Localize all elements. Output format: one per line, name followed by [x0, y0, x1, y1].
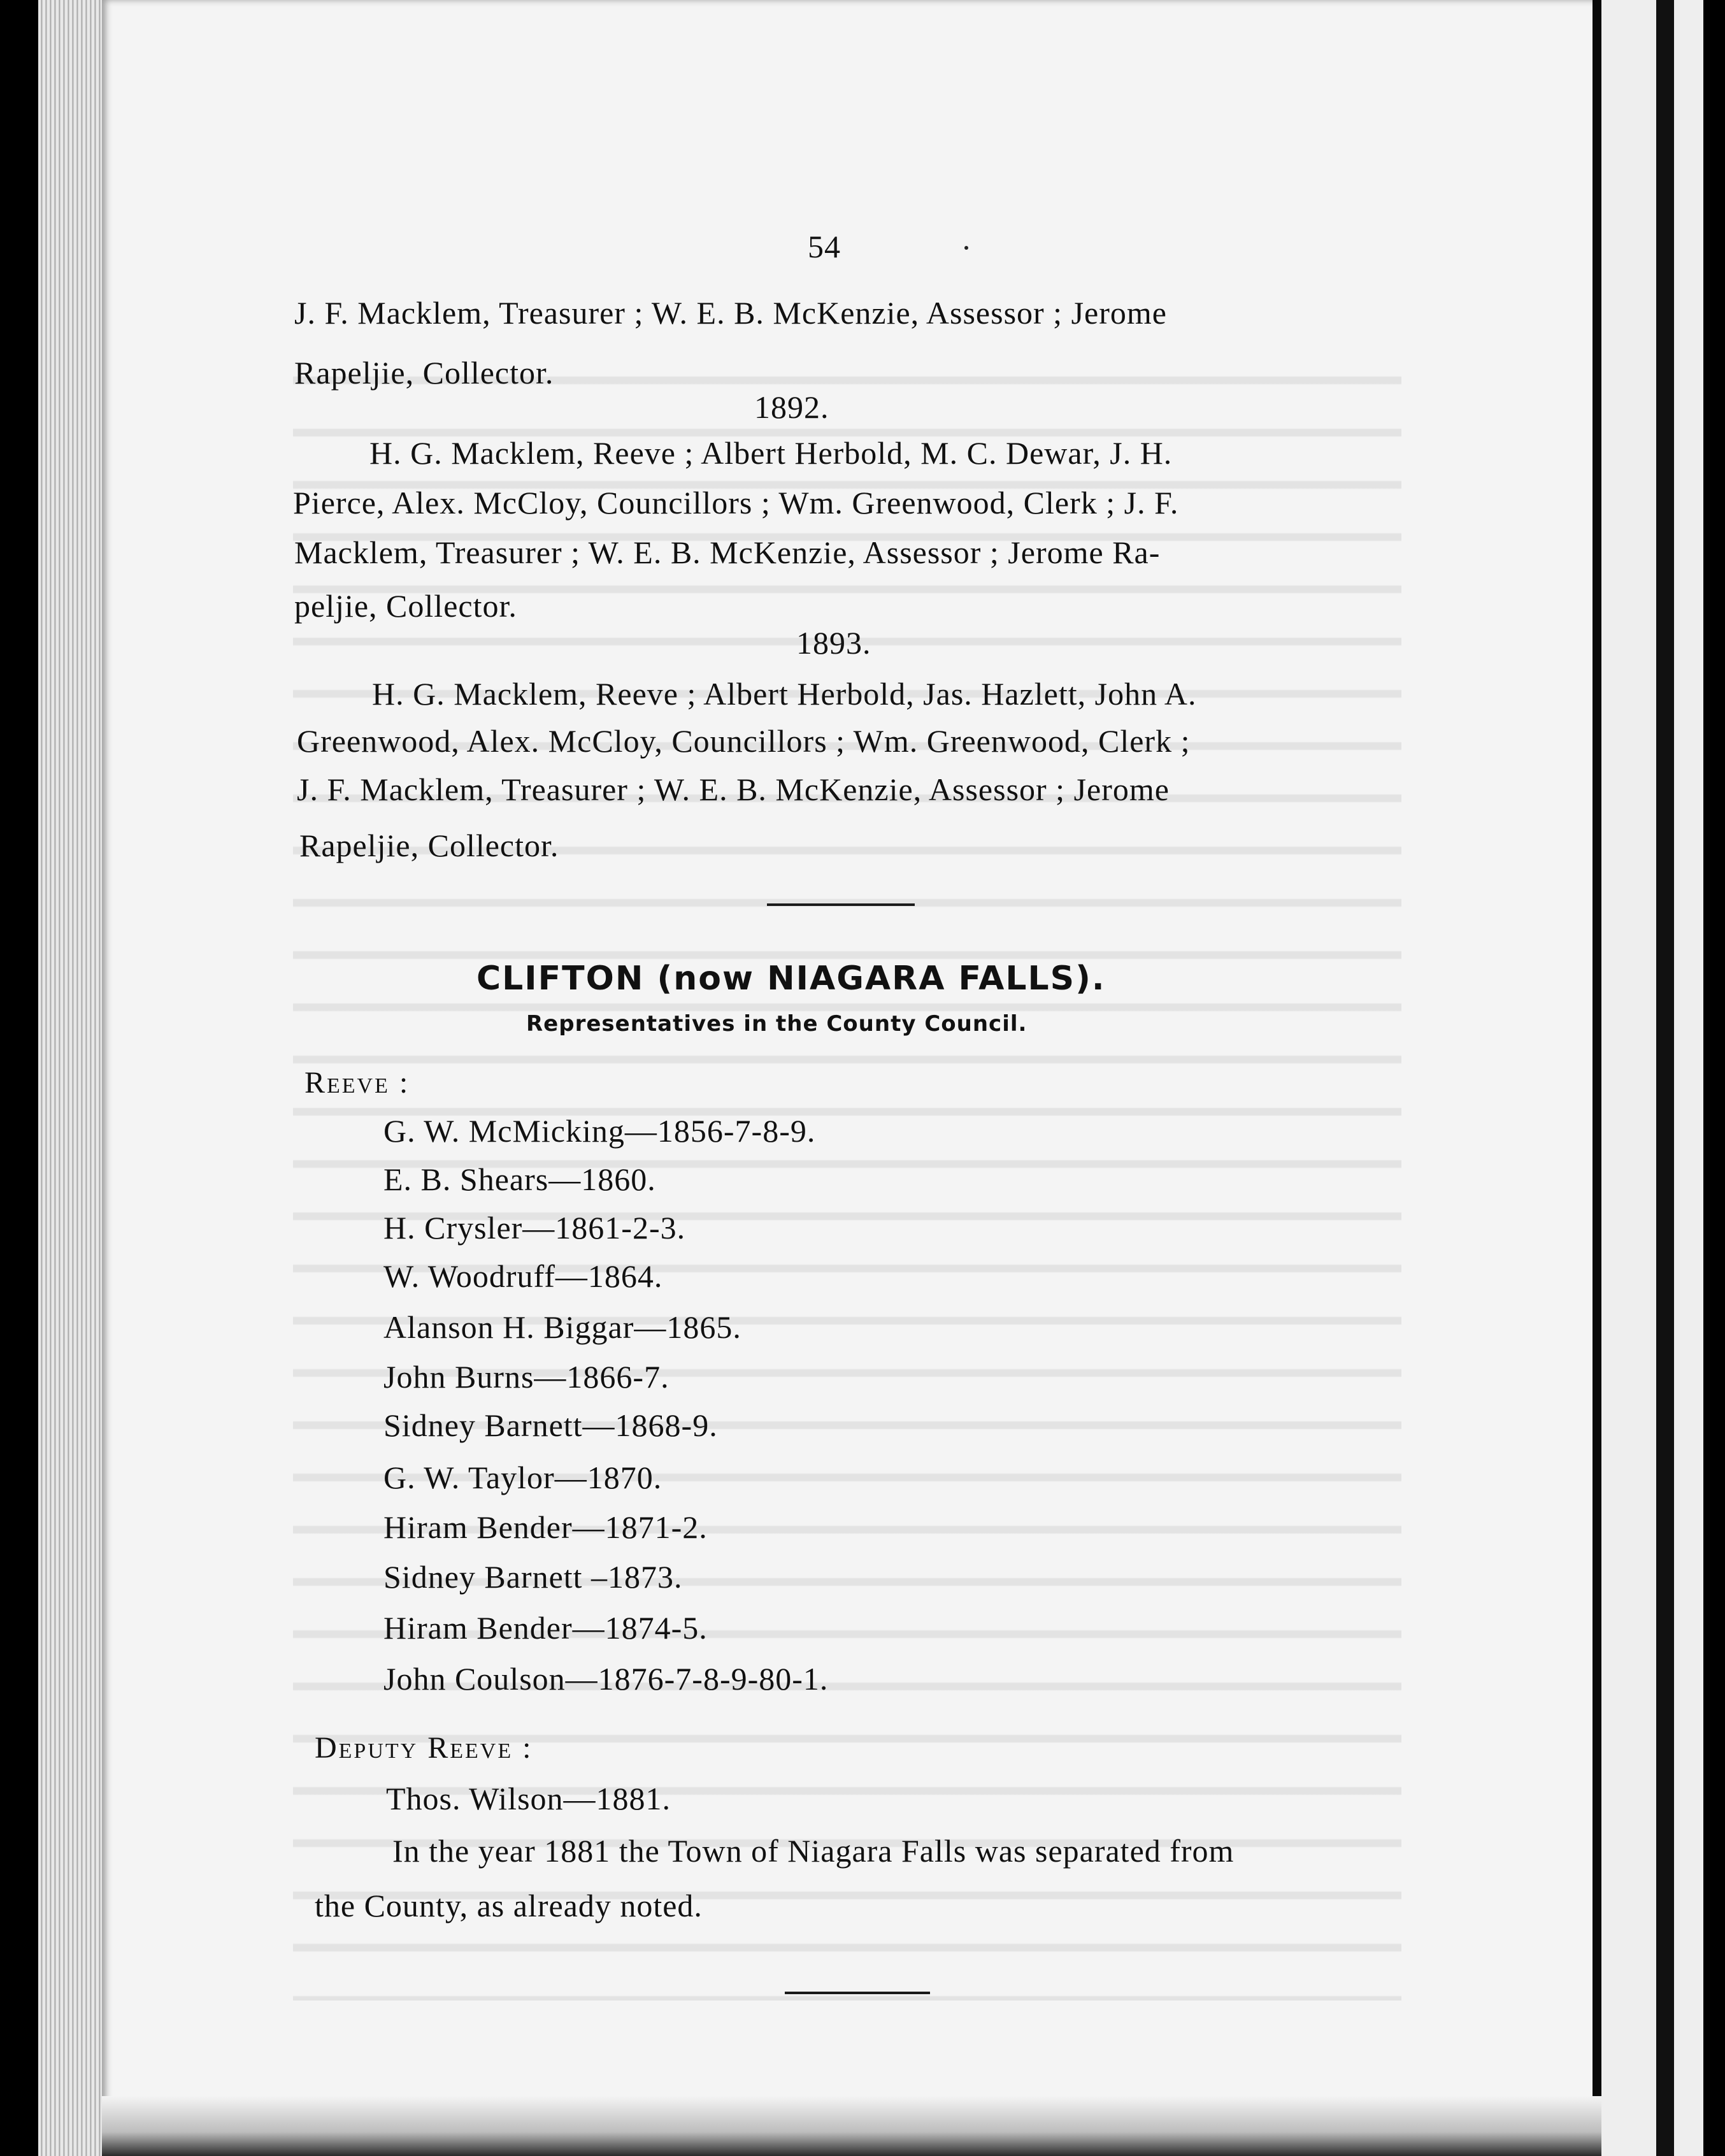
reeve-entry: G. W. McMicking—1856-7-8-9.	[383, 1113, 816, 1149]
reeve-entry: Sidney Barnett –1873.	[383, 1559, 683, 1595]
facing-page-shadow	[1656, 0, 1674, 2156]
print-speck	[964, 246, 968, 250]
reeve-entry: Sidney Barnett—1868-9.	[383, 1407, 718, 1443]
reeve-label: Reeve :	[304, 1066, 410, 1100]
book-page-edges	[38, 0, 103, 2156]
page-bottom-shadow	[102, 2096, 1601, 2156]
paragraph-1892-line: Pierce, Alex. McCloy, Councillors ; Wm. Greenwood, Clerk ; J. F.	[293, 485, 1179, 521]
closing-line: In the year 1881 the Town of Niagara Falls was separated from	[392, 1833, 1235, 1869]
intro-line: Rapeljie, Collector.	[294, 355, 554, 391]
paragraph-1893-line: Greenwood, Alex. McCloy, Councillors ; Wm. Greenwood, Clerk ;	[297, 723, 1191, 759]
paragraph-1893-line: Rapeljie, Collector.	[299, 828, 559, 863]
reeve-entry: Alanson H. Biggar—1865.	[383, 1309, 741, 1345]
paragraph-1892-line: H. G. Macklem, Reeve ; Albert Herbold, M. C. Dewar, J. H.	[369, 435, 1173, 471]
deputy-reeve-label: Deputy Reeve :	[315, 1731, 533, 1765]
intro-line: J. F. Macklem, Treasurer ; W. E. B. McKenzie, Assessor ; Jerome	[294, 295, 1167, 331]
paragraph-1892-line: Macklem, Treasurer ; W. E. B. McKenzie, Assessor ; Jerome Ra-	[294, 535, 1161, 570]
year-heading-1893: 1893.	[796, 625, 871, 661]
section-title: CLIFTON (now NIAGARA FALLS).	[476, 959, 1106, 998]
paragraph-1893-line: J. F. Macklem, Treasurer ; W. E. B. McKenzie, Assessor ; Jerome	[297, 772, 1170, 807]
paragraph-1892-line: peljie, Collector.	[294, 588, 517, 624]
paragraph-1893-line: H. G. Macklem, Reeve ; Albert Herbold, Jas. Hazlett, John A.	[372, 676, 1197, 712]
closing-line: the County, as already noted.	[315, 1888, 703, 1923]
section-divider	[767, 903, 915, 906]
reeve-entry: H. Crysler—1861-2-3.	[383, 1210, 686, 1246]
reeve-entry: Hiram Bender—1874-5.	[383, 1610, 708, 1646]
year-heading-1892: 1892.	[754, 389, 829, 425]
deputy-reeve-entry: Thos. Wilson—1881.	[386, 1781, 671, 1816]
page-number: 54	[808, 229, 841, 264]
reeve-entry: John Burns—1866-7.	[383, 1359, 669, 1395]
reeve-entry: W. Woodruff—1864.	[383, 1258, 663, 1294]
section-subtitle: Representatives in the County Council.	[526, 1011, 1027, 1037]
reeve-entry: Hiram Bender—1871-2.	[383, 1509, 708, 1545]
reeve-entry: John Coulson—1876-7-8-9-80-1.	[383, 1661, 829, 1697]
reeve-entry: G. W. Taylor—1870.	[383, 1460, 662, 1495]
reeve-entry: E. B. Shears—1860.	[383, 1161, 656, 1197]
facing-page-edge	[1601, 0, 1703, 2156]
page-gutter	[1593, 0, 1601, 2156]
end-divider	[785, 1992, 930, 1994]
